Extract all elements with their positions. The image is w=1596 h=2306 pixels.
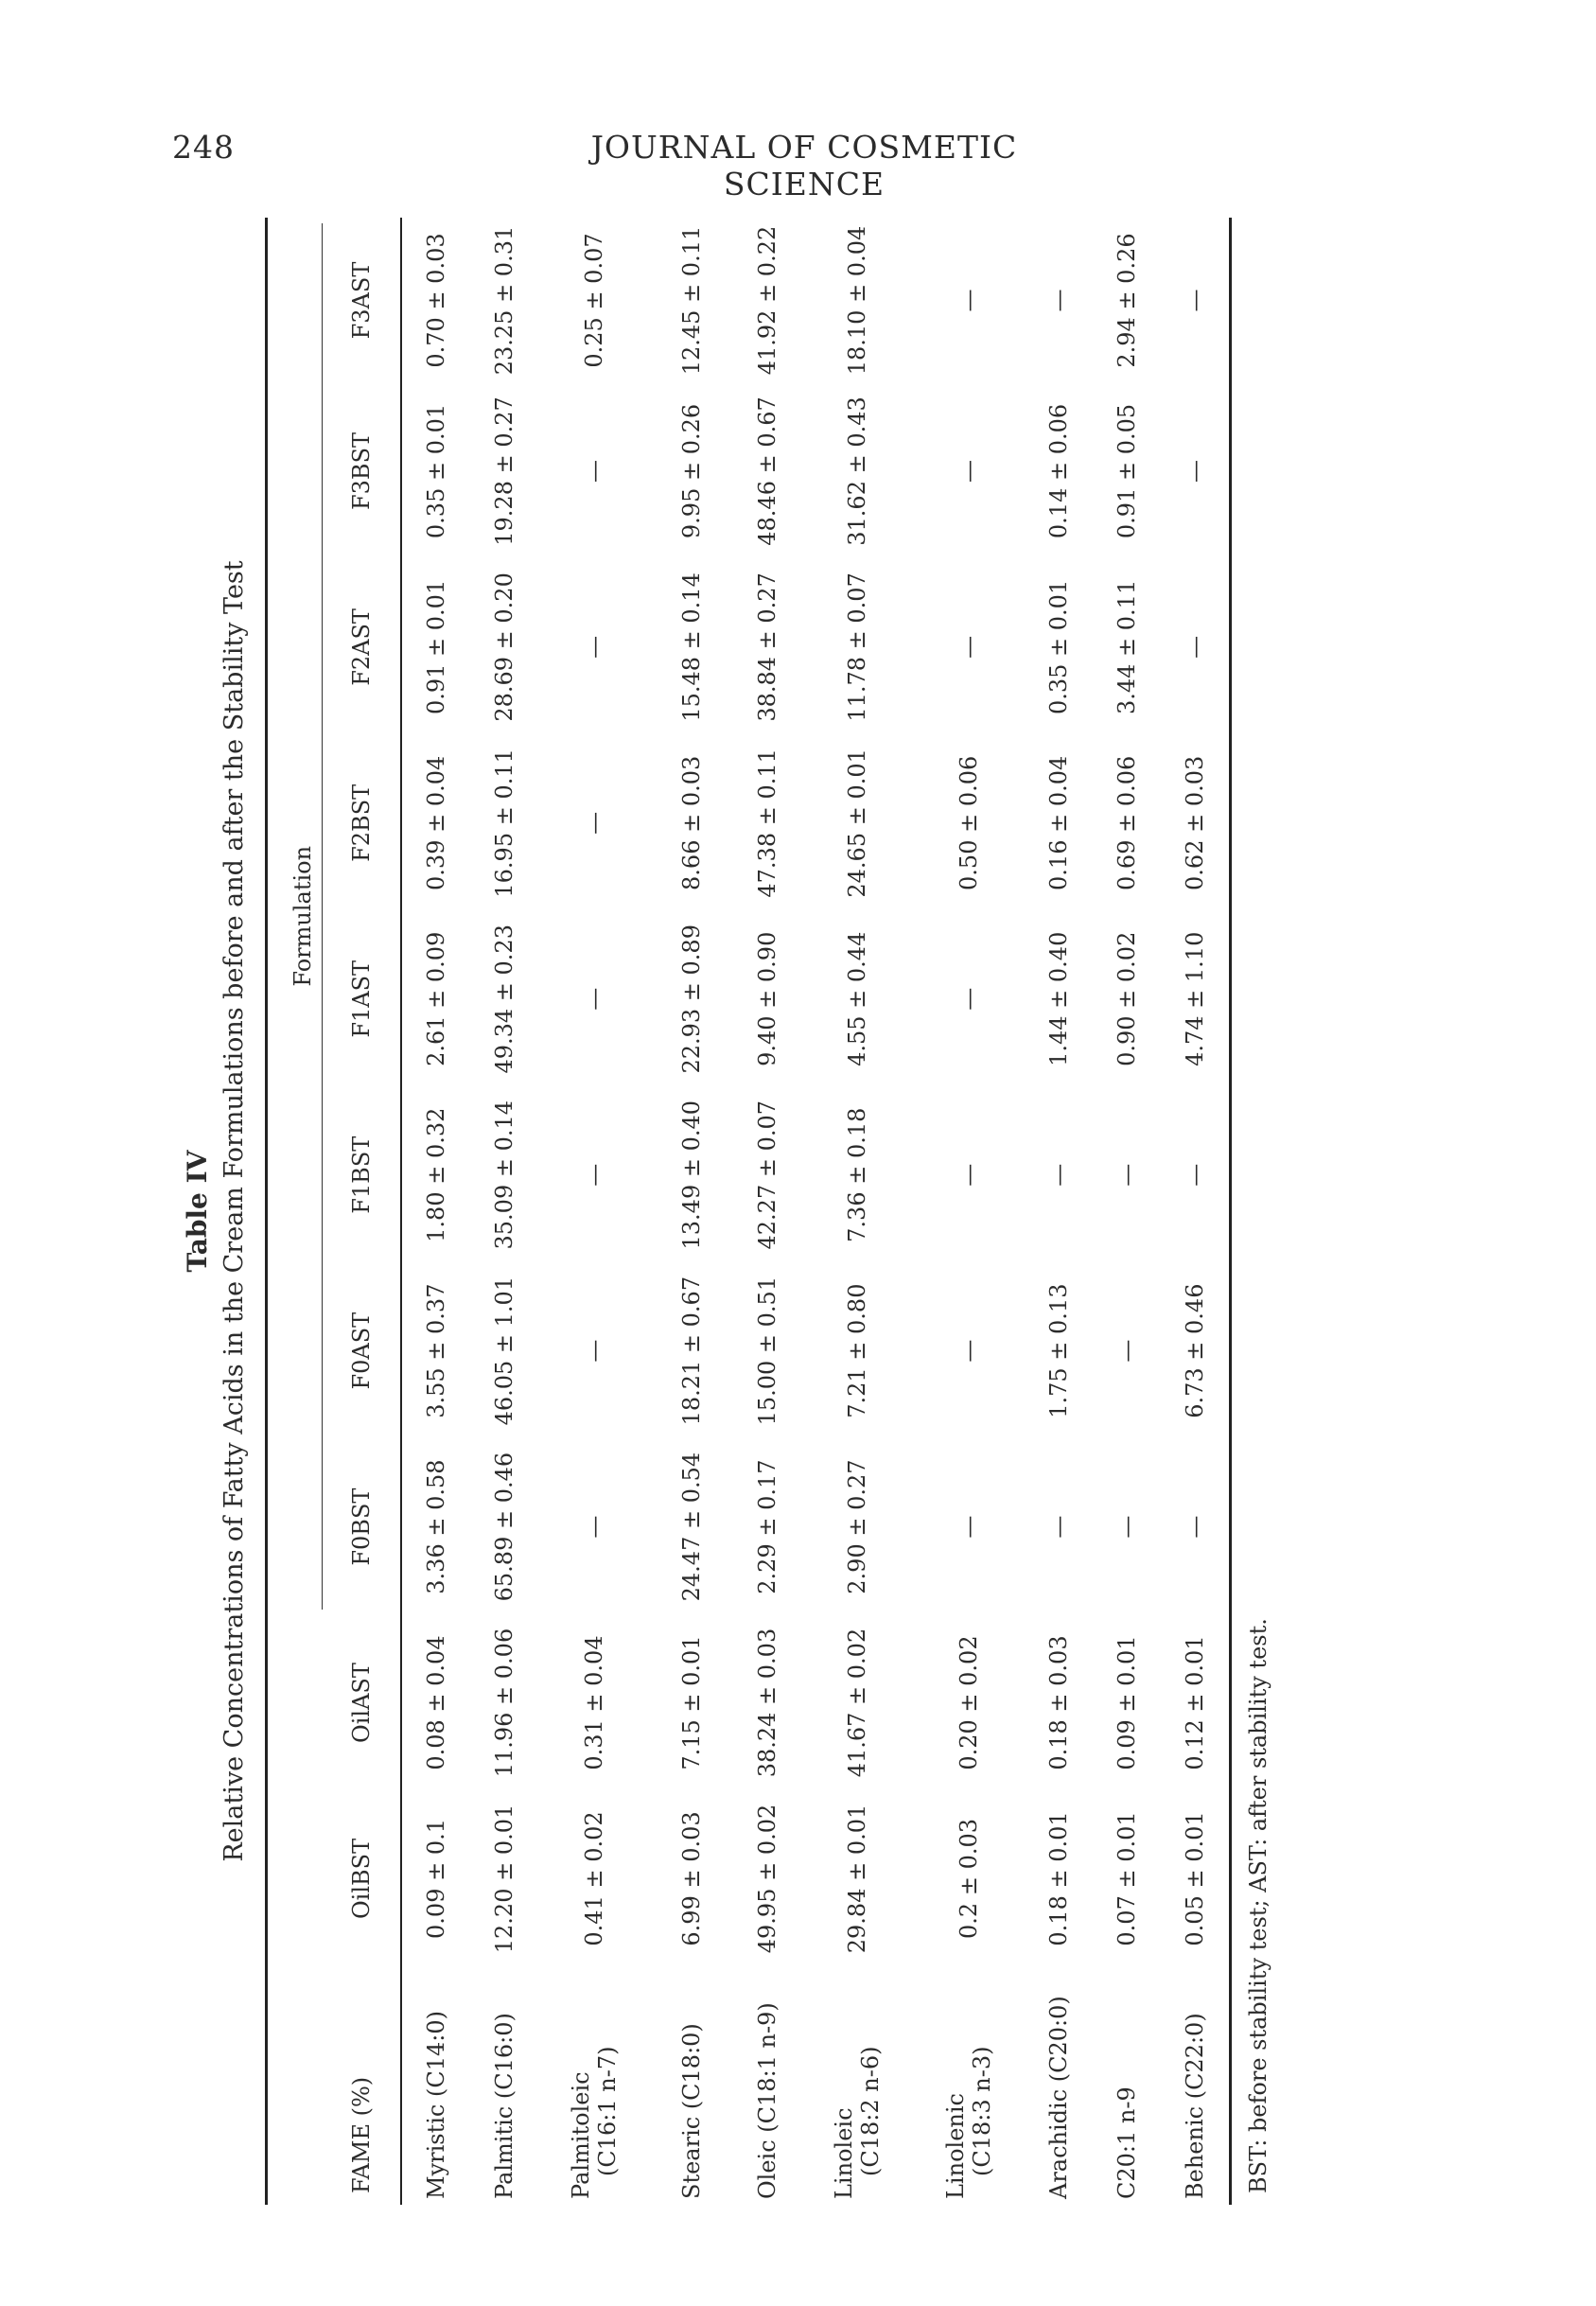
- table-label: Table IV: [182, 1150, 213, 1273]
- value-cell: 2.90 ± 0.27: [844, 1459, 870, 1594]
- value-cell: —: [1114, 1163, 1140, 1187]
- value-cell: 7.21 ± 0.80: [844, 1283, 870, 1418]
- column-header: F0AST: [323, 1263, 401, 1439]
- value-cell: 7.36 ± 0.18: [844, 1107, 870, 1242]
- fame-label-line: Behenic (C22:0): [1182, 2013, 1208, 2199]
- value-cell: 2.94 ± 0.26: [1114, 233, 1140, 368]
- column-header: FAME (%): [323, 1966, 401, 2205]
- value-cell: 19.28 ± 0.27: [491, 396, 517, 546]
- column-header: F2BST: [323, 735, 401, 911]
- value-cell: 23.25 ± 0.31: [491, 225, 517, 376]
- fame-label-line: (C18:2 n-6): [857, 2046, 884, 2176]
- value-cell: 0.09 ± 0.01: [1114, 1635, 1140, 1770]
- value-cell: 8.66 ± 0.03: [678, 755, 705, 890]
- value-cell: 0.41 ± 0.02: [581, 1811, 607, 1946]
- fame-label-line: Myristic (C14:0): [423, 2011, 449, 2199]
- value-cell: 38.84 ± 0.27: [754, 572, 780, 722]
- value-cell: 0.69 ± 0.06: [1114, 755, 1140, 890]
- fame-cell: [538, 1966, 650, 2205]
- value-cell: —: [1182, 1163, 1208, 1187]
- value-cell: 48.46 ± 0.67: [754, 396, 780, 546]
- value-cell: 3.44 ± 0.11: [1114, 579, 1140, 715]
- value-cell: —: [581, 635, 607, 659]
- value-cell: 2.61 ± 0.09: [423, 931, 449, 1066]
- value-cell: —: [581, 811, 607, 835]
- fame-label-line: Oleic (C18:1 n-9): [754, 2002, 780, 2199]
- value-cell: 3.36 ± 0.58: [423, 1459, 449, 1594]
- value-cell: —: [1114, 1515, 1140, 1539]
- value-cell: 38.24 ± 0.03: [754, 1628, 780, 1778]
- value-cell: —: [956, 1339, 982, 1363]
- value-cell: —: [956, 289, 982, 312]
- running-head: JOURNAL OF COSMETIC SCIENCE: [590, 129, 1018, 202]
- value-cell: 35.09 ± 0.14: [491, 1100, 517, 1250]
- value-cell: 28.69 ± 0.20: [491, 572, 517, 722]
- fame-cell: [733, 1966, 801, 2205]
- value-cell: 4.55 ± 0.44: [844, 931, 870, 1066]
- value-cell: 1.80 ± 0.32: [423, 1107, 449, 1242]
- value-cell: 31.62 ± 0.43: [844, 396, 870, 546]
- value-cell: 0.91 ± 0.01: [423, 579, 449, 715]
- value-cell: 24.65 ± 0.01: [844, 748, 870, 898]
- fame-label-line: (C18:3 n-3): [969, 2046, 995, 2176]
- value-cell: 0.08 ± 0.04: [423, 1635, 449, 1770]
- table-caption: [180, 218, 254, 2205]
- fame-label-line: Linoleic: [831, 2107, 857, 2199]
- fame-label-line: Palmitoleic: [568, 2071, 594, 2199]
- value-cell: 15.00 ± 0.51: [754, 1276, 780, 1426]
- value-cell: —: [956, 635, 982, 659]
- value-cell: —: [956, 1163, 982, 1187]
- value-cell: 0.90 ± 0.02: [1114, 931, 1140, 1066]
- value-cell: 9.95 ± 0.26: [678, 403, 705, 539]
- column-header: F0BST: [323, 1439, 401, 1615]
- value-cell: 0.91 ± 0.05: [1114, 403, 1140, 539]
- column-header: F2AST: [323, 559, 401, 735]
- value-cell: 0.2 ± 0.03: [956, 1818, 982, 1939]
- value-cell: —: [581, 1339, 607, 1363]
- value-cell: —: [1045, 289, 1072, 312]
- value-cell: 0.18 ± 0.01: [1045, 1811, 1072, 1946]
- value-cell: 65.89 ± 0.46: [491, 1452, 517, 1602]
- table-row: [650, 218, 733, 2205]
- value-cell: —: [1045, 1163, 1072, 1187]
- value-cell: 7.15 ± 0.01: [678, 1635, 705, 1770]
- fatty-acid-table: [265, 218, 1232, 2205]
- value-cell: 11.78 ± 0.07: [844, 572, 870, 722]
- value-cell: 0.05 ± 0.01: [1182, 1811, 1208, 1946]
- fame-label-line: Stearic (C18:0): [678, 2023, 705, 2199]
- column-header: OilAST: [323, 1615, 401, 1791]
- value-cell: 46.05 ± 1.01: [491, 1276, 517, 1426]
- column-header: F3BST: [323, 383, 401, 559]
- value-cell: 49.95 ± 0.02: [754, 1804, 780, 1954]
- value-cell: 0.12 ± 0.01: [1182, 1635, 1208, 1770]
- value-cell: 47.38 ± 0.11: [754, 748, 780, 898]
- value-cell: —: [581, 1163, 607, 1187]
- value-cell: 0.16 ± 0.04: [1045, 755, 1072, 890]
- value-cell: —: [956, 459, 982, 483]
- value-cell: 0.50 ± 0.06: [956, 755, 982, 890]
- fame-cell: [1161, 1966, 1231, 2205]
- value-cell: 16.95 ± 0.11: [491, 748, 517, 898]
- value-cell: 15.48 ± 0.14: [678, 572, 705, 722]
- fame-cell: [801, 1966, 913, 2205]
- fame-label-line: Linolenic: [942, 2093, 969, 2199]
- value-cell: 0.35 ± 0.01: [1045, 579, 1072, 715]
- fame-cell: [650, 1966, 733, 2205]
- value-cell: 12.20 ± 0.01: [491, 1804, 517, 1954]
- column-header-row: [323, 218, 401, 2205]
- fame-label-line: C20:1 n-9: [1114, 2086, 1140, 2199]
- value-cell: 1.75 ± 0.13: [1045, 1283, 1072, 1418]
- value-cell: 41.92 ± 0.22: [754, 225, 780, 376]
- value-cell: 0.07 ± 0.01: [1114, 1811, 1140, 1946]
- column-header: OilBST: [323, 1791, 401, 1967]
- group-header-row: [267, 218, 324, 2205]
- table-row: [733, 218, 801, 2205]
- value-cell: 6.99 ± 0.03: [678, 1811, 705, 1946]
- value-cell: 41.67 ± 0.02: [844, 1628, 870, 1778]
- rotated-table-region: [180, 218, 1372, 2205]
- value-cell: 18.10 ± 0.04: [844, 225, 870, 376]
- table-row: [913, 218, 1025, 2205]
- value-cell: —: [1114, 1339, 1140, 1363]
- value-cell: 42.27 ± 0.07: [754, 1100, 780, 1250]
- value-cell: 0.14 ± 0.06: [1045, 403, 1072, 539]
- value-cell: 0.62 ± 0.03: [1182, 755, 1208, 890]
- fame-label-line: Palmitic (C16:0): [491, 2013, 517, 2199]
- value-cell: 11.96 ± 0.06: [491, 1628, 517, 1778]
- value-cell: 0.20 ± 0.02: [956, 1635, 982, 1770]
- value-cell: 29.84 ± 0.01: [844, 1804, 870, 1954]
- value-cell: 18.21 ± 0.67: [678, 1276, 705, 1426]
- fame-cell: [401, 1966, 470, 2205]
- value-cell: 9.40 ± 0.90: [754, 931, 780, 1066]
- fame-cell: [1025, 1966, 1093, 2205]
- value-cell: 22.93 ± 0.89: [678, 924, 705, 1074]
- fame-cell: [913, 1966, 1025, 2205]
- value-cell: —: [1182, 1515, 1208, 1539]
- value-cell: —: [581, 987, 607, 1011]
- value-cell: 4.74 ± 1.10: [1182, 931, 1208, 1066]
- value-cell: —: [956, 987, 982, 1011]
- table-row: [401, 218, 470, 2205]
- column-header: F3AST: [323, 218, 401, 383]
- value-cell: 0.09 ± 0.1: [423, 1818, 449, 1939]
- table-row: [470, 218, 538, 2205]
- table-title: Relative Concentrations of Fatty Acids in the Cream Formulations before and after the Stability Test: [219, 560, 249, 1862]
- table-row: [1161, 218, 1231, 2205]
- value-cell: —: [581, 1515, 607, 1539]
- table-footnote: BST: before stability test; AST: after stability test.: [1245, 1618, 1272, 2193]
- value-cell: —: [1045, 1515, 1072, 1539]
- value-cell: 12.45 ± 0.11: [678, 225, 705, 376]
- value-cell: 0.70 ± 0.03: [423, 233, 449, 368]
- value-cell: 6.73 ± 0.46: [1182, 1283, 1208, 1418]
- value-cell: —: [1182, 289, 1208, 312]
- table-body: [401, 218, 1231, 2205]
- value-cell: 1.44 ± 0.40: [1045, 931, 1072, 1066]
- value-cell: 0.25 ± 0.07: [581, 233, 607, 368]
- formulation-group-header: Formulation: [267, 218, 324, 1615]
- column-header: F1BST: [323, 1087, 401, 1263]
- value-cell: —: [1182, 635, 1208, 659]
- value-cell: 49.34 ± 0.23: [491, 924, 517, 1074]
- value-cell: 13.49 ± 0.40: [678, 1100, 705, 1250]
- fame-label-line: Arachidic (C20:0): [1045, 1996, 1072, 2199]
- value-cell: 0.35 ± 0.01: [423, 403, 449, 539]
- table-row: [1025, 218, 1093, 2205]
- table-row: [1093, 218, 1161, 2205]
- column-header: F1AST: [323, 911, 401, 1087]
- value-cell: —: [581, 459, 607, 483]
- table-row: [538, 218, 650, 2205]
- fame-cell: [470, 1966, 538, 2205]
- value-cell: —: [956, 1515, 982, 1539]
- value-cell: 2.29 ± 0.17: [754, 1459, 780, 1594]
- value-cell: 0.18 ± 0.03: [1045, 1635, 1072, 1770]
- fame-label-line: (C16:1 n-7): [594, 2046, 621, 2176]
- table-row: [801, 218, 913, 2205]
- page-number: 248: [172, 129, 235, 166]
- value-cell: 3.55 ± 0.37: [423, 1283, 449, 1418]
- value-cell: 0.39 ± 0.04: [423, 755, 449, 890]
- value-cell: 24.47 ± 0.54: [678, 1452, 705, 1602]
- value-cell: 0.31 ± 0.04: [581, 1635, 607, 1770]
- fame-cell: [1093, 1966, 1161, 2205]
- value-cell: —: [1182, 459, 1208, 483]
